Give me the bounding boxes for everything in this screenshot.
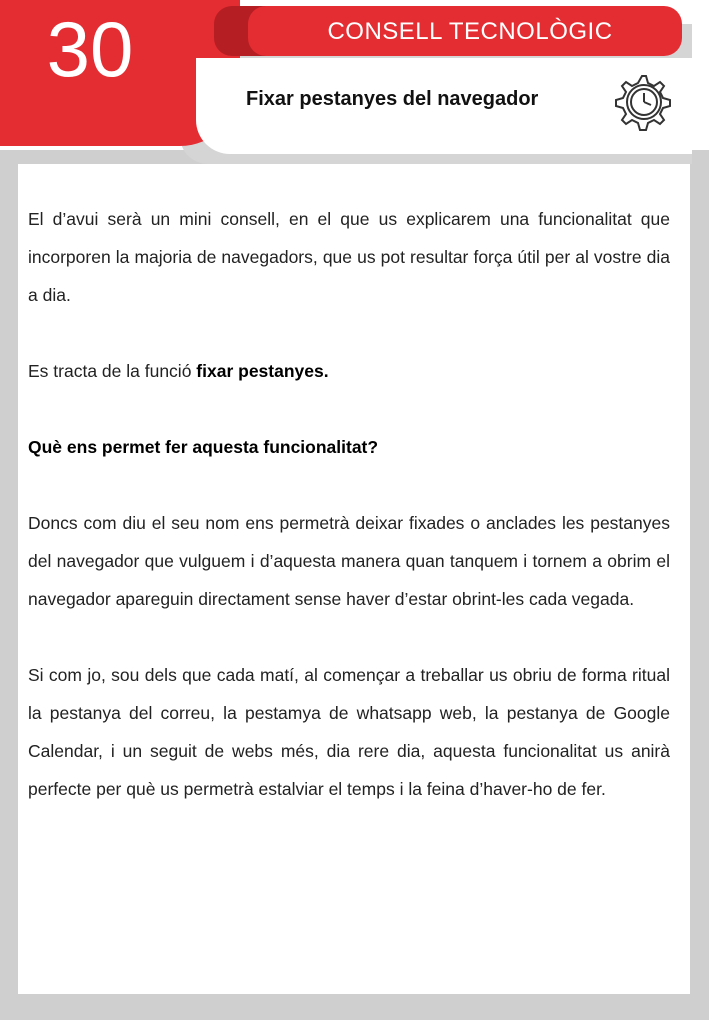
paragraph-explanation: Doncs com diu el seu nom ens permetrà deixar fixades o anclades les pestanyes del navegador que vulguem i d’aquesta manera quan tanquem i tornem a obrim el navegador apareguin directament sense haver d’estar obrint-les cada vegada. (28, 513, 670, 609)
body-text (28, 200, 670, 808)
highlight-term: fixar pestanyes. (196, 361, 329, 381)
banner-title: CONSELL TECNOLÒGIC (327, 18, 613, 45)
paragraph-intro: El d’avui serà un mini consell, en el que us explicarem una funcionalitat que incorporen la majoria de navegadors, que us pot resultar força útil per al vostre dia a dia. (28, 209, 670, 305)
paragraph-function-text: Es tracta de la funció (28, 361, 197, 381)
page-title: Fixar pestanyes del navegador (246, 88, 539, 110)
paragraph-example: Si com jo, sou dels que cada matí, al començar a treballar us obriu de forma ritual la pestanya del correu, la pestamya de whatsapp web, la pestanya de Google Calendar, i un seguit de webs més, dia rere dia, aquesta funcionalitat us anirà perfecte per què us permetrà estalviar el temps i la feina d’haver-ho de fer. (28, 665, 670, 799)
tip-number: 30 (46, 5, 134, 93)
section-heading: Què ens permet fer aquesta funcionalitat? (28, 437, 379, 457)
paragraph-function (28, 352, 670, 390)
gear-clock-icon (606, 72, 678, 132)
